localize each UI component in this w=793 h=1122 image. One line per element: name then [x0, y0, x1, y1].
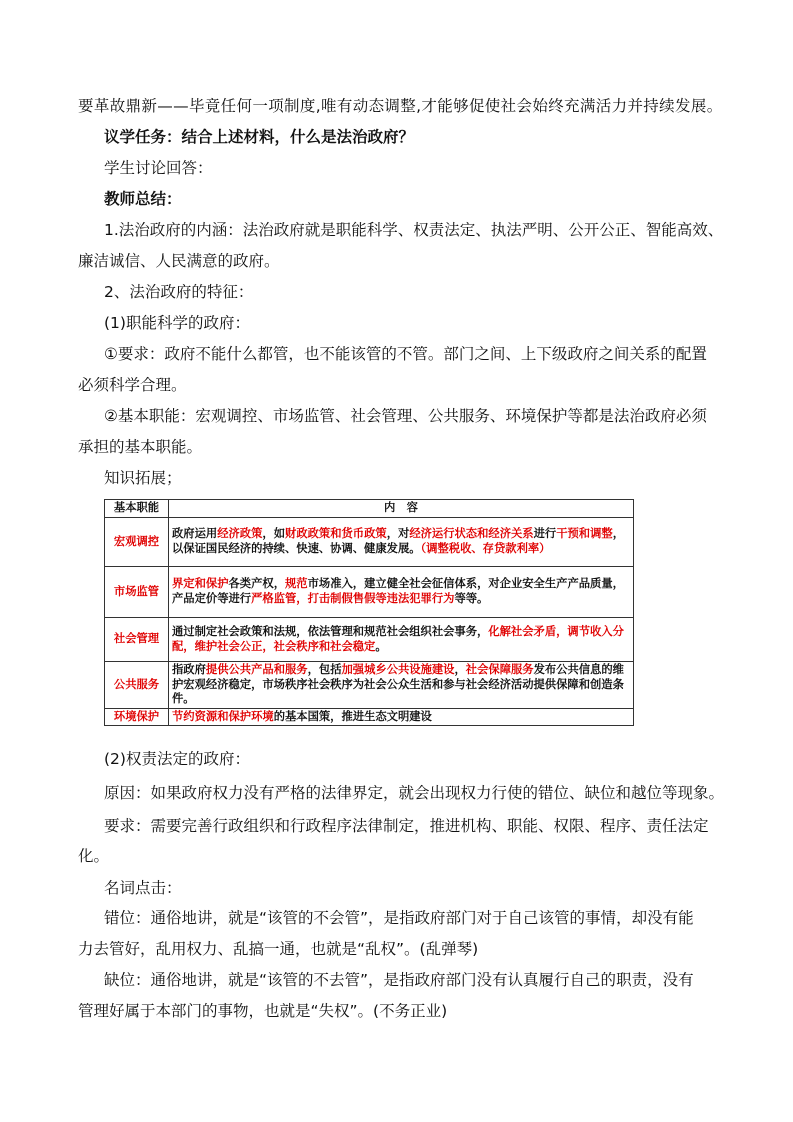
- content-text: ，包括: [307, 663, 342, 677]
- paragraph-line: ②基本职能：宏观调控、市场监管、社会管理、公共服务、环境保护等都是法治政府必须: [104, 407, 707, 425]
- highlighted-text: 财政政策和货币政策: [285, 527, 387, 541]
- terms-label: 名词点击：: [104, 879, 182, 897]
- table-row: [105, 567, 634, 618]
- function-category-cell: 市场监管: [105, 567, 169, 618]
- table-row: [105, 518, 634, 567]
- function-content-cell: [169, 662, 634, 709]
- content-text: 政府运用: [172, 527, 218, 541]
- basic-functions-table: [104, 499, 634, 726]
- paragraph-line: 缺位：通俗地讲，就是“该管的不去管”，是指政府部门没有认真履行自己的职责，没有: [104, 971, 694, 989]
- content-text: 各类产权，: [228, 577, 285, 591]
- highlighted-text: 严格监管，打击制假售假等违法犯罪行为: [251, 592, 455, 605]
- content-text: 市场准入，建立健全社会征信体系，对企业安全生产产品质量，产品定价等进行: [172, 577, 624, 605]
- highlighted-text: 加强城乡公共设施建设: [341, 663, 455, 677]
- content-text: 通过制定社会政策和法规，依法管理和规范社会组织社会事务，: [172, 624, 489, 638]
- discussion-task: 议学任务：结合上述材料，什么是法治政府？: [104, 128, 415, 146]
- highlighted-text: 干预和调整: [556, 527, 613, 541]
- paragraph-line: 承担的基本职能。: [78, 438, 203, 456]
- function-content-cell: [169, 518, 634, 567]
- function-category-cell: 环境保护: [105, 709, 169, 726]
- highlighted-text: 提供公共产品和服务: [205, 663, 308, 677]
- content-text: ，如: [262, 527, 286, 541]
- paragraph-line: 必须科学合理。: [78, 376, 187, 394]
- function-content-cell: [169, 709, 634, 726]
- function-content-cell: [169, 618, 634, 662]
- highlighted-text: （调整税收、存贷款利率）: [420, 542, 551, 555]
- table-header-row: [105, 500, 634, 518]
- content-text: 进行: [533, 527, 557, 541]
- paragraph-line: 错位：通俗地讲，就是“该管的不会管”，是指政府部门对于自己该管的事情，却没有能: [104, 909, 694, 927]
- paragraph-line: 力去管好，乱用权力、乱搞一通，也就是“乱权”。(乱弹琴): [78, 940, 479, 958]
- highlighted-text: 规范: [285, 577, 308, 591]
- content-text: ，以保证国民经济的持续、快速、协调、健康发展。: [172, 527, 625, 555]
- section-heading: 2、法治政府的特征：: [104, 283, 254, 301]
- table-header-cell: 基本职能: [105, 500, 169, 518]
- paragraph-line: 要革故鼎新——毕竟任何一项制度,唯有动态调整,才能够促使社会始终充满活力并持续发展。: [78, 97, 723, 115]
- function-category-cell: 公共服务: [105, 662, 169, 709]
- paragraph-line: 化。: [78, 847, 110, 865]
- table-header-cell: 内 容: [169, 500, 634, 518]
- paragraph-line: 管理好属于本部门的事物，也就是“失权”。(不务正业): [78, 1002, 448, 1020]
- highlighted-text: 节约资源和保护环境: [172, 709, 274, 723]
- content-text: 发布公共信息的维护宏观经济稳定，市场秩序社会秩序为社会公众生活和参与社会经济活动提供保障和创造条件。: [172, 663, 624, 706]
- content-text: 的基本国策，推进生态文明建设: [273, 709, 432, 723]
- content-text: 。: [375, 639, 387, 653]
- table-row: [105, 662, 634, 709]
- paragraph-line: ①要求：政府不能什么都管，也不能该管的不管。部门之间、上下级政府之间关系的配置: [104, 345, 707, 363]
- paragraph-line: 1.法治政府的内涵：法治政府就是职能科学、权责法定、执法严明、公开公正、智能高效、: [104, 221, 724, 239]
- highlighted-text: 化解社会矛盾，调节收入分配，维护社会公正，社会秩序和社会稳定: [172, 624, 624, 653]
- function-category-cell: 社会管理: [105, 618, 169, 662]
- content-text: ，对: [386, 527, 410, 541]
- subsection-heading: (1)职能科学的政府：: [104, 314, 250, 332]
- highlighted-text: 界定和保护: [172, 577, 229, 591]
- content-text: 等等。: [454, 592, 489, 605]
- paragraph-line: 要求：需要完善行政组织和行政程序法律制定，推进机构、职能、权限、程序、责任法定: [104, 817, 709, 835]
- paragraph-line: 廉洁诚信、人民满意的政府。: [78, 252, 280, 270]
- highlighted-text: 社会保障服务: [465, 663, 534, 677]
- teacher-summary-heading: 教师总结：: [104, 190, 182, 208]
- highlighted-text: 经济政策: [217, 527, 263, 541]
- table-row: [105, 709, 634, 726]
- content-text: 指政府: [172, 663, 206, 677]
- highlighted-text: 经济运行状态和经济关系: [409, 527, 534, 541]
- function-content-cell: [169, 567, 634, 618]
- content-text: ，: [454, 663, 466, 677]
- student-answer-label: 学生讨论回答：: [104, 159, 213, 177]
- table-row: [105, 618, 634, 662]
- subsection-heading: (2)权责法定的政府：: [104, 750, 250, 768]
- function-category-cell: 宏观调控: [105, 518, 169, 567]
- knowledge-extension-label: 知识拓展；: [104, 469, 182, 487]
- paragraph-line: 原因：如果政府权力没有严格的法律界定，就会出现权力行使的错位、缺位和越位等现象。: [104, 784, 725, 802]
